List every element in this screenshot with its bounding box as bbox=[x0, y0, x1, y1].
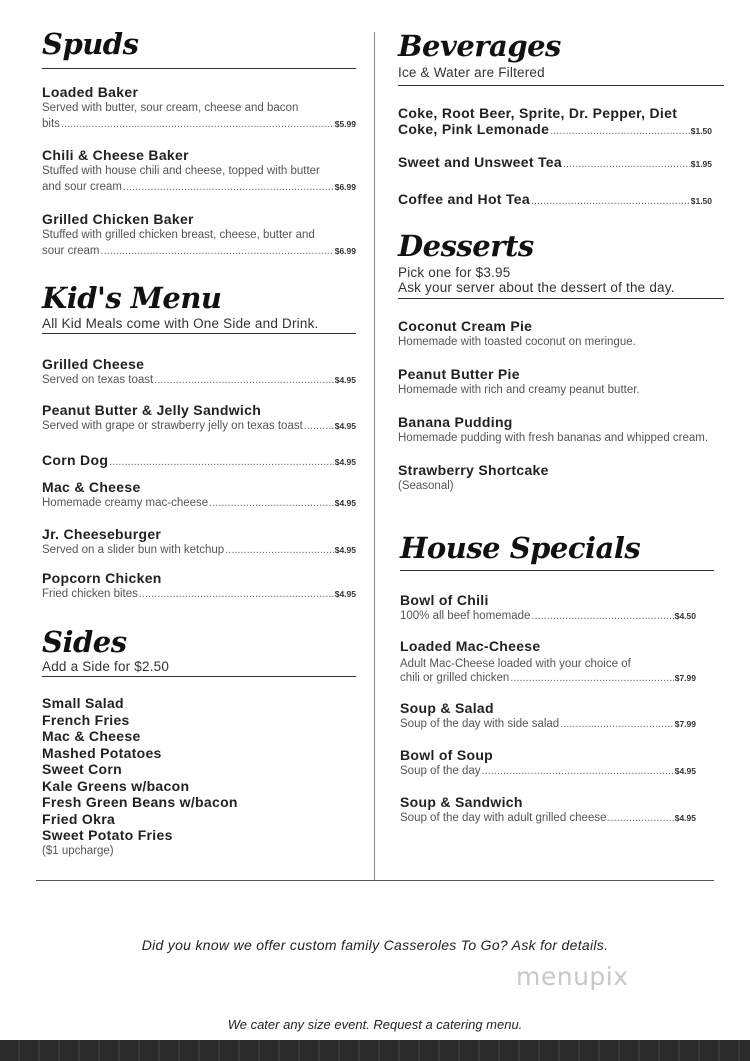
item-name: Soup & Salad bbox=[400, 700, 494, 716]
beverage-sodas bbox=[398, 105, 712, 137]
leader-dots bbox=[154, 372, 333, 388]
menu-item-grilled-cheese bbox=[42, 356, 356, 388]
leader-dots bbox=[209, 495, 334, 511]
item-desc: bits bbox=[42, 118, 60, 130]
item-name: Strawberry Shortcake bbox=[398, 462, 549, 478]
item-price-line bbox=[42, 372, 356, 388]
item-price-line bbox=[42, 586, 356, 602]
item-desc: Homemade pudding with fresh bananas and whipped cream. bbox=[398, 432, 709, 444]
item-price: $5.99 bbox=[334, 119, 356, 129]
item-price: $6.99 bbox=[334, 246, 356, 256]
leader-dots bbox=[109, 456, 334, 468]
beverage-tea bbox=[398, 154, 712, 170]
item-name: Popcorn Chicken bbox=[42, 570, 162, 586]
side-item: Sweet Corn bbox=[42, 761, 123, 777]
desserts-divider bbox=[398, 298, 724, 299]
catering-note: We cater any size event. Request a catering menu. bbox=[227, 1017, 523, 1032]
item-price-line bbox=[400, 810, 696, 826]
item-desc: Soup of the day bbox=[400, 765, 481, 777]
menu-item-chili-cheese-baker bbox=[42, 147, 356, 195]
side-item: French Fries bbox=[42, 711, 130, 728]
side-item: Small Salad bbox=[42, 695, 124, 711]
item-desc: 100% all beef homemade bbox=[400, 610, 531, 622]
item-desc: (Seasonal) bbox=[398, 480, 454, 492]
desserts-subtitle: Ask your server about the dessert of the day. bbox=[398, 280, 675, 295]
menu-item-corn-dog bbox=[42, 452, 356, 468]
item-desc: Soup of the day with adult grilled cheese bbox=[400, 812, 607, 824]
side-item: Fried Okra bbox=[42, 810, 116, 827]
item-price-line bbox=[42, 452, 356, 468]
item-price: $6.99 bbox=[334, 182, 356, 192]
item-price-line bbox=[398, 121, 712, 137]
desserts-subtitle: Pick one for $3.95 bbox=[398, 265, 511, 280]
item-desc: Stuffed with house chili and cheese, topped with butter bbox=[42, 165, 320, 177]
item-name: Chili & Cheese Baker bbox=[42, 147, 189, 163]
item-price-line bbox=[42, 495, 356, 511]
spuds-divider bbox=[42, 68, 356, 69]
dessert-banana-pudding bbox=[398, 414, 724, 446]
leader-dots bbox=[123, 179, 334, 195]
leader-dots bbox=[61, 116, 334, 132]
menupix-watermark: menupix bbox=[516, 962, 629, 991]
footer-band bbox=[0, 1040, 750, 1061]
leader-dots bbox=[560, 716, 674, 732]
item-price: $1.95 bbox=[690, 159, 712, 169]
item-desc: Homemade with rich and creamy peanut butter. bbox=[398, 384, 640, 396]
special-soup-sandwich bbox=[400, 794, 696, 826]
item-name: Jr. Cheeseburger bbox=[42, 526, 162, 542]
item-name: Coconut Cream Pie bbox=[398, 318, 533, 334]
kids-divider bbox=[42, 333, 356, 334]
side-item: Sweet Potato Fries bbox=[42, 827, 173, 843]
kids-menu-subtitle: All Kid Meals come with One Side and Drink. bbox=[42, 316, 319, 331]
beverages-subtitle: Ice & Water are Filtered bbox=[398, 65, 545, 80]
special-loaded-mac-cheese bbox=[400, 638, 696, 686]
special-soup-salad bbox=[400, 700, 696, 732]
item-name: Sweet and Unsweet Tea bbox=[398, 154, 562, 170]
menu-item-loaded-baker bbox=[42, 84, 356, 132]
leader-dots bbox=[550, 125, 690, 137]
item-desc: Fried chicken bites bbox=[42, 588, 138, 600]
leader-dots bbox=[225, 542, 334, 558]
item-desc: Homemade with toasted coconut on meringue. bbox=[398, 336, 636, 348]
item-price-line bbox=[400, 670, 696, 686]
item-name: Coke, Pink Lemonade bbox=[398, 121, 550, 137]
item-desc: Served on texas toast bbox=[42, 374, 154, 386]
dessert-coconut-cream-pie bbox=[398, 318, 724, 350]
item-name: Mac & Cheese bbox=[42, 479, 141, 495]
item-name: Bowl of Chili bbox=[400, 592, 489, 608]
leader-dots bbox=[563, 158, 690, 170]
sides-divider bbox=[42, 676, 356, 677]
menu-item-pbj bbox=[42, 402, 356, 434]
leader-dots bbox=[304, 418, 334, 434]
item-price: $4.95 bbox=[334, 421, 356, 431]
item-desc: Served with grape or strawberry jelly on texas toast bbox=[42, 420, 303, 432]
item-desc: Soup of the day with side salad bbox=[400, 718, 560, 730]
item-name: Coffee and Hot Tea bbox=[398, 191, 530, 207]
item-desc: Homemade creamy mac-cheese bbox=[42, 497, 209, 509]
item-name: Corn Dog bbox=[42, 452, 109, 468]
menu-item-jr-cheeseburger bbox=[42, 526, 356, 558]
item-price-line bbox=[398, 154, 712, 170]
item-price-line bbox=[42, 179, 356, 195]
item-price: $1.50 bbox=[690, 196, 712, 206]
leader-dots bbox=[531, 195, 690, 207]
leader-dots bbox=[101, 243, 334, 259]
beverages-divider bbox=[398, 85, 724, 86]
item-price: $4.95 bbox=[334, 589, 356, 599]
item-price: $4.95 bbox=[674, 766, 696, 776]
right-column bbox=[398, 0, 724, 880]
leader-dots bbox=[608, 810, 674, 826]
dessert-peanut-butter-pie bbox=[398, 366, 724, 398]
item-price-line bbox=[42, 542, 356, 558]
item-desc: and sour cream bbox=[42, 181, 122, 193]
item-price-line bbox=[42, 116, 356, 132]
kids-menu-title: Kid's Menu bbox=[42, 281, 222, 315]
item-price-line bbox=[42, 418, 356, 434]
item-name: Banana Pudding bbox=[398, 414, 513, 430]
special-bowl-of-soup bbox=[400, 747, 696, 779]
side-upcharge-note: ($1 upcharge) bbox=[42, 845, 114, 857]
item-price-line bbox=[400, 608, 696, 624]
menu-item-mac-cheese bbox=[42, 479, 356, 511]
item-price-line bbox=[400, 763, 696, 779]
beverages-title: Beverages bbox=[398, 29, 561, 63]
item-name: Coke, Root Beer, Sprite, Dr. Pepper, Diet bbox=[398, 105, 678, 121]
item-name: Grilled Cheese bbox=[42, 356, 145, 372]
sides-subtitle: Add a Side for $2.50 bbox=[42, 659, 170, 674]
item-price: $4.95 bbox=[334, 457, 356, 467]
item-desc: chili or grilled chicken bbox=[400, 672, 510, 684]
item-name: Loaded Mac-Cheese bbox=[400, 638, 541, 654]
side-item: Mashed Potatoes bbox=[42, 744, 162, 761]
item-name: Peanut Butter Pie bbox=[398, 366, 520, 382]
item-desc: sour cream bbox=[42, 245, 100, 257]
specials-divider bbox=[400, 570, 714, 571]
item-name: Bowl of Soup bbox=[400, 747, 494, 763]
menu-item-popcorn-chicken bbox=[42, 570, 356, 602]
casseroles-note: Did you know we offer custom family Casseroles To Go? Ask for details. bbox=[141, 937, 609, 953]
item-price-line bbox=[398, 191, 712, 207]
item-price-line bbox=[42, 243, 356, 259]
leader-dots bbox=[531, 608, 673, 624]
house-specials-title: House Specials bbox=[400, 531, 641, 565]
item-price-line bbox=[400, 716, 696, 732]
item-price: $4.95 bbox=[334, 375, 356, 385]
column-divider bbox=[374, 32, 375, 880]
left-column bbox=[42, 0, 356, 880]
item-price: $1.50 bbox=[690, 126, 712, 136]
bottom-divider bbox=[36, 880, 714, 881]
item-price: $4.95 bbox=[334, 545, 356, 555]
item-desc: Adult Mac-Cheese loaded with your choice of bbox=[400, 658, 631, 670]
item-desc: Served with butter, sour cream, cheese and bacon bbox=[42, 102, 299, 114]
side-item: Kale Greens w/bacon bbox=[42, 777, 190, 794]
item-price: $4.95 bbox=[334, 498, 356, 508]
leader-dots bbox=[482, 763, 674, 779]
item-price: $4.95 bbox=[674, 813, 696, 823]
item-name: Soup & Sandwich bbox=[400, 794, 523, 810]
leader-dots bbox=[510, 670, 673, 686]
item-price: $7.99 bbox=[674, 719, 696, 729]
desserts-title: Desserts bbox=[398, 229, 534, 263]
item-desc: Served on a slider bun with ketchup bbox=[42, 544, 225, 556]
spuds-title: Spuds bbox=[42, 27, 139, 61]
leader-dots bbox=[139, 586, 334, 602]
item-name: Grilled Chicken Baker bbox=[42, 211, 194, 227]
item-name: Peanut Butter & Jelly Sandwich bbox=[42, 402, 262, 418]
side-item: Mac & Cheese bbox=[42, 728, 141, 744]
menu-item-grilled-chicken-baker bbox=[42, 211, 356, 259]
item-price: $4.50 bbox=[674, 611, 696, 621]
side-item: Fresh Green Beans w/bacon bbox=[42, 794, 238, 810]
beverage-coffee bbox=[398, 191, 712, 207]
sides-title: Sides bbox=[42, 625, 127, 659]
dessert-strawberry-shortcake bbox=[398, 462, 724, 494]
special-bowl-of-chili bbox=[400, 592, 696, 624]
item-desc: Stuffed with grilled chicken breast, cheese, butter and bbox=[42, 229, 315, 241]
item-name: Loaded Baker bbox=[42, 84, 139, 100]
item-price: $7.99 bbox=[674, 673, 696, 683]
